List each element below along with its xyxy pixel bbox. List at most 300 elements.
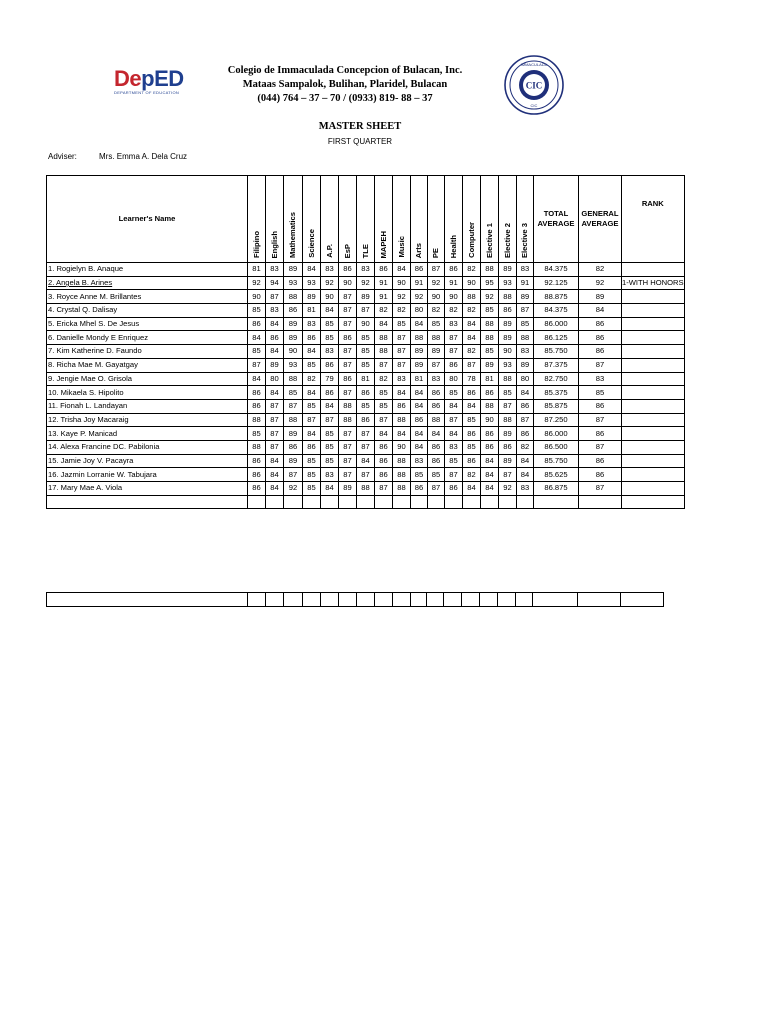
grade-cell: 83	[411, 454, 428, 468]
grade-cell: 83	[517, 345, 534, 359]
grade-cell: 84	[463, 331, 481, 345]
grade-cell: 91	[375, 290, 393, 304]
rank-cell	[622, 440, 685, 454]
general-average-cell: 82	[579, 263, 622, 277]
grade-cell: 87	[266, 440, 284, 454]
grade-cell: 85	[357, 358, 375, 372]
grade-cell: 87	[339, 454, 357, 468]
grade-cell: 86	[339, 331, 357, 345]
blank-cell	[357, 593, 375, 607]
grade-cell: 84	[266, 317, 284, 331]
school-header	[200, 64, 490, 106]
grade-cell: 88	[375, 331, 393, 345]
grade-cell: 91	[411, 276, 428, 290]
blank-cell	[321, 593, 339, 607]
subject-header-label: Mathematics	[288, 211, 297, 258]
grade-cell: 88	[393, 454, 411, 468]
table-row	[47, 290, 685, 304]
rank-cell	[622, 386, 685, 400]
grade-cell: 92	[357, 276, 375, 290]
grade-cell: 87	[357, 427, 375, 441]
table-row	[47, 331, 685, 345]
grade-cell: 84	[266, 482, 284, 496]
learner-name-cell: 10. Mikaela S. Hipolito	[47, 386, 248, 400]
grade-cell: 92	[284, 482, 303, 496]
grade-cell: 84	[411, 386, 428, 400]
grade-cell: 92	[481, 290, 499, 304]
general-average-cell: 85	[579, 386, 622, 400]
blank-cell	[533, 593, 578, 607]
grade-cell: 84	[428, 427, 445, 441]
blank-cell	[462, 593, 480, 607]
grade-cell: 86	[428, 399, 445, 413]
table-row	[47, 358, 685, 372]
subject-header-label: TLE	[360, 243, 370, 258]
grade-cell: 81	[357, 372, 375, 386]
grade-cell: 88	[481, 331, 499, 345]
grade-cell: 87	[339, 345, 357, 359]
master-sheet-table	[46, 175, 685, 509]
grade-cell: 80	[517, 372, 534, 386]
grade-cell: 87	[357, 440, 375, 454]
grade-cell: 86	[357, 386, 375, 400]
grade-cell: 85	[321, 454, 339, 468]
subject-header	[428, 176, 445, 263]
grade-cell: 82	[463, 304, 481, 318]
subject-header-label: MAPEH	[378, 230, 388, 258]
grade-cell: 84	[375, 427, 393, 441]
blank-cell	[393, 593, 411, 607]
grade-cell: 89	[357, 290, 375, 304]
grade-cell: 84	[375, 317, 393, 331]
grade-cell: 83	[266, 304, 284, 318]
grade-cell: 89	[284, 317, 303, 331]
grade-cell: 85	[357, 345, 375, 359]
grade-cell: 88	[375, 345, 393, 359]
blank-cell	[427, 593, 444, 607]
grade-cell: 86	[499, 440, 517, 454]
grade-cell: 89	[428, 345, 445, 359]
grade-cell: 82	[517, 440, 534, 454]
blank-cell	[621, 593, 664, 607]
grade-cell: 85	[517, 317, 534, 331]
deped-logo-tagline: DEPARTMENT OF EDUCATION	[114, 90, 180, 95]
grade-cell: 82	[463, 468, 481, 482]
grade-cell: 83	[445, 317, 463, 331]
empty-cell	[411, 495, 428, 509]
grade-cell: 85	[248, 345, 266, 359]
grade-cell: 84	[517, 454, 534, 468]
grade-cell: 85	[357, 331, 375, 345]
grade-cell: 85	[321, 317, 339, 331]
grade-cell: 85	[303, 399, 321, 413]
general-average-cell: 86	[579, 399, 622, 413]
deped-logo	[114, 68, 196, 94]
grade-cell: 86	[248, 386, 266, 400]
grade-cell: 84	[248, 331, 266, 345]
grade-cell: 92	[248, 276, 266, 290]
grade-cell: 84	[481, 468, 499, 482]
grade-cell: 81	[248, 263, 266, 277]
grade-cell: 82	[303, 372, 321, 386]
grade-cell: 89	[411, 358, 428, 372]
learner-name-cell: 17. Mary Mae A. Viola	[47, 482, 248, 496]
table-row	[47, 440, 685, 454]
subject-header-label: Health	[448, 234, 458, 258]
learner-name-cell: 1. Rogielyn B. Anaque	[47, 263, 248, 277]
grade-cell: 88	[499, 372, 517, 386]
subject-header	[481, 176, 499, 263]
grade-cell: 84	[321, 482, 339, 496]
empty-cell	[428, 495, 445, 509]
grade-cell: 86	[517, 427, 534, 441]
rank-cell	[622, 290, 685, 304]
grade-cell: 87	[428, 358, 445, 372]
general-average-cell: 87	[579, 440, 622, 454]
grade-cell: 86	[517, 399, 534, 413]
grade-cell: 89	[499, 317, 517, 331]
grade-cell: 89	[284, 331, 303, 345]
grade-cell: 88	[284, 372, 303, 386]
rank-cell	[622, 372, 685, 386]
general-average-cell: 86	[579, 427, 622, 441]
grade-cell: 92	[411, 290, 428, 304]
grade-cell: 87	[499, 468, 517, 482]
grade-cell: 88	[284, 413, 303, 427]
grade-cell: 86	[248, 317, 266, 331]
grade-cell: 88	[481, 263, 499, 277]
subject-header-label: Computer	[466, 222, 476, 258]
grade-cell: 87	[284, 468, 303, 482]
school-phone: (044) 764 – 37 – 70 / (0933) 819- 88 – 37	[257, 93, 433, 104]
grade-cell: 83	[321, 345, 339, 359]
grade-cell: 82	[428, 304, 445, 318]
grade-cell: 85	[428, 317, 445, 331]
grade-cell: 86	[393, 399, 411, 413]
grade-cell: 87	[499, 399, 517, 413]
grade-cell: 86	[339, 263, 357, 277]
grade-cell: 84	[393, 386, 411, 400]
empty-cell	[579, 495, 622, 509]
grade-cell: 87	[284, 399, 303, 413]
rank-cell	[622, 413, 685, 427]
grade-cell: 89	[303, 290, 321, 304]
grade-cell: 84	[357, 454, 375, 468]
total-average-cell: 84.375	[534, 263, 579, 277]
grade-cell: 84	[411, 440, 428, 454]
grade-cell: 93	[499, 276, 517, 290]
grade-cell: 84	[445, 427, 463, 441]
grade-cell: 84	[445, 399, 463, 413]
blank-cell	[375, 593, 393, 607]
grade-cell: 85	[428, 468, 445, 482]
grade-cell: 83	[266, 263, 284, 277]
total-average-cell: 85.750	[534, 454, 579, 468]
grade-cell: 85	[303, 358, 321, 372]
grade-cell: 82	[375, 304, 393, 318]
grade-cell: 88	[393, 468, 411, 482]
grade-cell: 90	[393, 440, 411, 454]
grade-cell: 84	[266, 468, 284, 482]
general-average-header-line1: GENERAL	[581, 209, 619, 218]
school-seal-icon	[504, 55, 564, 115]
table-row	[47, 386, 685, 400]
grade-cell: 84	[303, 427, 321, 441]
total-average-header	[534, 176, 579, 263]
total-average-cell: 86.000	[534, 427, 579, 441]
grade-cell: 93	[499, 358, 517, 372]
learner-name-cell: 13. Kaye P. Manicad	[47, 427, 248, 441]
grade-cell: 85	[321, 440, 339, 454]
grade-cell: 84	[517, 386, 534, 400]
blank-cell	[284, 593, 303, 607]
learner-name-header: Learner's Name	[47, 176, 248, 263]
seal-bottom-text: CIC	[530, 103, 538, 108]
grade-cell: 87	[339, 468, 357, 482]
general-average-cell: 83	[579, 372, 622, 386]
table-row	[47, 263, 685, 277]
grade-cell: 85	[393, 317, 411, 331]
grade-cell: 94	[266, 276, 284, 290]
grade-cell: 86	[463, 386, 481, 400]
subject-header	[445, 176, 463, 263]
grade-cell: 78	[463, 372, 481, 386]
table-row	[47, 317, 685, 331]
grade-cell: 82	[393, 304, 411, 318]
subject-header-label: EsP	[342, 243, 352, 258]
empty-cell	[375, 495, 393, 509]
grade-cell: 88	[499, 290, 517, 304]
subject-header	[499, 176, 517, 263]
empty-cell	[339, 495, 357, 509]
grade-cell: 86	[375, 454, 393, 468]
subject-header	[321, 176, 339, 263]
grade-cell: 88	[428, 331, 445, 345]
grade-cell: 84	[321, 399, 339, 413]
rank-cell	[622, 482, 685, 496]
grade-cell: 86	[248, 399, 266, 413]
grade-cell: 89	[284, 263, 303, 277]
empty-cell	[481, 495, 499, 509]
blank-cell	[516, 593, 533, 607]
empty-cell	[622, 495, 685, 509]
grade-cell: 86	[428, 440, 445, 454]
grade-cell: 89	[499, 331, 517, 345]
grade-cell: 92	[428, 276, 445, 290]
grade-cell: 84	[303, 386, 321, 400]
empty-cell	[303, 495, 321, 509]
rank-cell	[622, 304, 685, 318]
grade-cell: 80	[411, 304, 428, 318]
grade-cell: 87	[445, 331, 463, 345]
grade-cell: 86	[248, 482, 266, 496]
total-average-cell: 85.875	[534, 399, 579, 413]
grade-cell: 90	[481, 413, 499, 427]
grade-cell: 87	[517, 413, 534, 427]
grade-cell: 86	[481, 440, 499, 454]
grade-cell: 87	[339, 358, 357, 372]
subject-header	[357, 176, 375, 263]
total-average-cell: 86.500	[534, 440, 579, 454]
general-average-cell: 92	[579, 276, 622, 290]
subject-header-label: Elective 1	[484, 222, 494, 258]
grade-cell: 87	[357, 304, 375, 318]
grade-cell: 91	[375, 276, 393, 290]
subject-header	[303, 176, 321, 263]
grade-cell: 83	[321, 468, 339, 482]
grade-cell: 82	[445, 304, 463, 318]
grade-cell: 87	[266, 413, 284, 427]
total-average-cell: 86.125	[534, 331, 579, 345]
grade-cell: 86	[411, 413, 428, 427]
grade-cell: 85	[463, 440, 481, 454]
empty-cell	[357, 495, 375, 509]
table-row	[47, 413, 685, 427]
grade-cell: 87	[445, 468, 463, 482]
header-row	[47, 176, 685, 263]
general-average-cell: 86	[579, 345, 622, 359]
learner-name-cell: 14. Alexa Francine DC. Pabilonia	[47, 440, 248, 454]
subject-header	[463, 176, 481, 263]
school-name: Colegio de Immaculada Concepcion of Bulacan, Inc.	[227, 65, 463, 76]
grade-cell: 87	[375, 413, 393, 427]
grade-cell: 93	[303, 276, 321, 290]
subject-header	[248, 176, 266, 263]
grade-cell: 88	[428, 413, 445, 427]
grade-cell: 87	[339, 304, 357, 318]
rank-cell	[622, 345, 685, 359]
deped-logo-de: De	[114, 66, 142, 91]
grade-cell: 86	[284, 440, 303, 454]
grade-cell: 92	[321, 276, 339, 290]
grade-cell: 89	[481, 358, 499, 372]
subject-header-label: PE	[431, 247, 440, 258]
learner-name-cell: 5. Ericka Mhel S. De Jesus	[47, 317, 248, 331]
grade-cell: 87	[266, 290, 284, 304]
subject-header	[266, 176, 284, 263]
total-average-cell: 85.375	[534, 386, 579, 400]
grade-cell: 84	[321, 304, 339, 318]
grade-cell: 86	[248, 454, 266, 468]
learner-name-cell: 6. Danielle Mondy E Enriquez	[47, 331, 248, 345]
subject-header	[375, 176, 393, 263]
grade-cell: 86	[266, 331, 284, 345]
grade-cell: 87	[393, 345, 411, 359]
grade-cell: 85	[284, 386, 303, 400]
blank-cell	[411, 593, 427, 607]
learner-name-cell: 7. Kim Katherine D. Faundo	[47, 345, 248, 359]
blank-cell	[47, 593, 248, 607]
blank-row-table	[46, 592, 664, 607]
table-row	[47, 304, 685, 318]
general-average-cell: 87	[579, 413, 622, 427]
blank-cell	[266, 593, 284, 607]
grade-cell: 85	[481, 304, 499, 318]
grade-cell: 86	[428, 454, 445, 468]
general-average-cell: 86	[579, 454, 622, 468]
rank-cell	[622, 358, 685, 372]
grade-cell: 84	[517, 468, 534, 482]
grade-cell: 86	[481, 427, 499, 441]
grade-cell: 89	[517, 290, 534, 304]
total-average-cell: 88.875	[534, 290, 579, 304]
total-average-header-line2: AVERAGE	[537, 219, 575, 228]
grade-cell: 83	[517, 263, 534, 277]
grade-cell: 88	[284, 290, 303, 304]
total-average-cell: 87.250	[534, 413, 579, 427]
learner-name-cell: 4. Crystal Q. Dalisay	[47, 304, 248, 318]
blank-cell	[578, 593, 621, 607]
grade-cell: 85	[445, 454, 463, 468]
grade-cell: 84	[481, 454, 499, 468]
grade-cell: 86	[375, 468, 393, 482]
rank-cell	[622, 427, 685, 441]
grade-cell: 87	[357, 468, 375, 482]
table-row	[47, 482, 685, 496]
general-average-cell: 86	[579, 331, 622, 345]
blank-cell	[444, 593, 462, 607]
empty-cell	[534, 495, 579, 509]
grade-cell: 86	[463, 427, 481, 441]
total-average-cell: 82.750	[534, 372, 579, 386]
grade-cell: 87	[445, 413, 463, 427]
learner-name-cell: 15. Jamie Joy V. Pacayra	[47, 454, 248, 468]
grade-cell: 87	[339, 440, 357, 454]
grade-cell: 89	[339, 482, 357, 496]
general-average-header-line2: AVERAGE	[581, 219, 619, 228]
grade-cell: 87	[428, 263, 445, 277]
grade-cell: 88	[357, 482, 375, 496]
empty-cell	[248, 495, 266, 509]
rank-cell	[622, 263, 685, 277]
grade-cell: 90	[284, 345, 303, 359]
table-row	[47, 372, 685, 386]
grade-cell: 83	[517, 482, 534, 496]
total-average-cell: 85.750	[534, 345, 579, 359]
general-average-cell: 87	[579, 358, 622, 372]
grade-cell: 86	[428, 386, 445, 400]
empty-cell	[47, 495, 248, 509]
grade-cell: 87	[339, 317, 357, 331]
grade-cell: 88	[393, 413, 411, 427]
empty-cell	[393, 495, 411, 509]
grade-cell: 79	[321, 372, 339, 386]
school-address: Mataas Sampalok, Bulihan, Plaridel, Bulacan	[242, 79, 448, 90]
seal-center-text: CIC	[525, 80, 543, 91]
rank-cell	[622, 454, 685, 468]
grade-cell: 84	[393, 263, 411, 277]
grade-cell: 89	[499, 427, 517, 441]
grade-cell: 87	[517, 304, 534, 318]
grade-cell: 83	[393, 372, 411, 386]
rank-cell	[622, 399, 685, 413]
grade-cell: 85	[303, 454, 321, 468]
total-average-cell: 92.125	[534, 276, 579, 290]
grade-cell: 86	[284, 304, 303, 318]
subject-header-label: Elective 2	[502, 222, 512, 258]
general-average-cell: 84	[579, 304, 622, 318]
rank-cell: 1-WITH HONORS	[622, 276, 685, 290]
grade-cell: 82	[463, 345, 481, 359]
grade-cell: 84	[411, 399, 428, 413]
total-average-cell: 85.625	[534, 468, 579, 482]
grade-cell: 85	[481, 345, 499, 359]
grade-cell: 89	[266, 358, 284, 372]
table-row	[47, 468, 685, 482]
grade-cell: 84	[248, 372, 266, 386]
empty-cell	[284, 495, 303, 509]
learner-name-cell: 11. Fionah L. Landayan	[47, 399, 248, 413]
